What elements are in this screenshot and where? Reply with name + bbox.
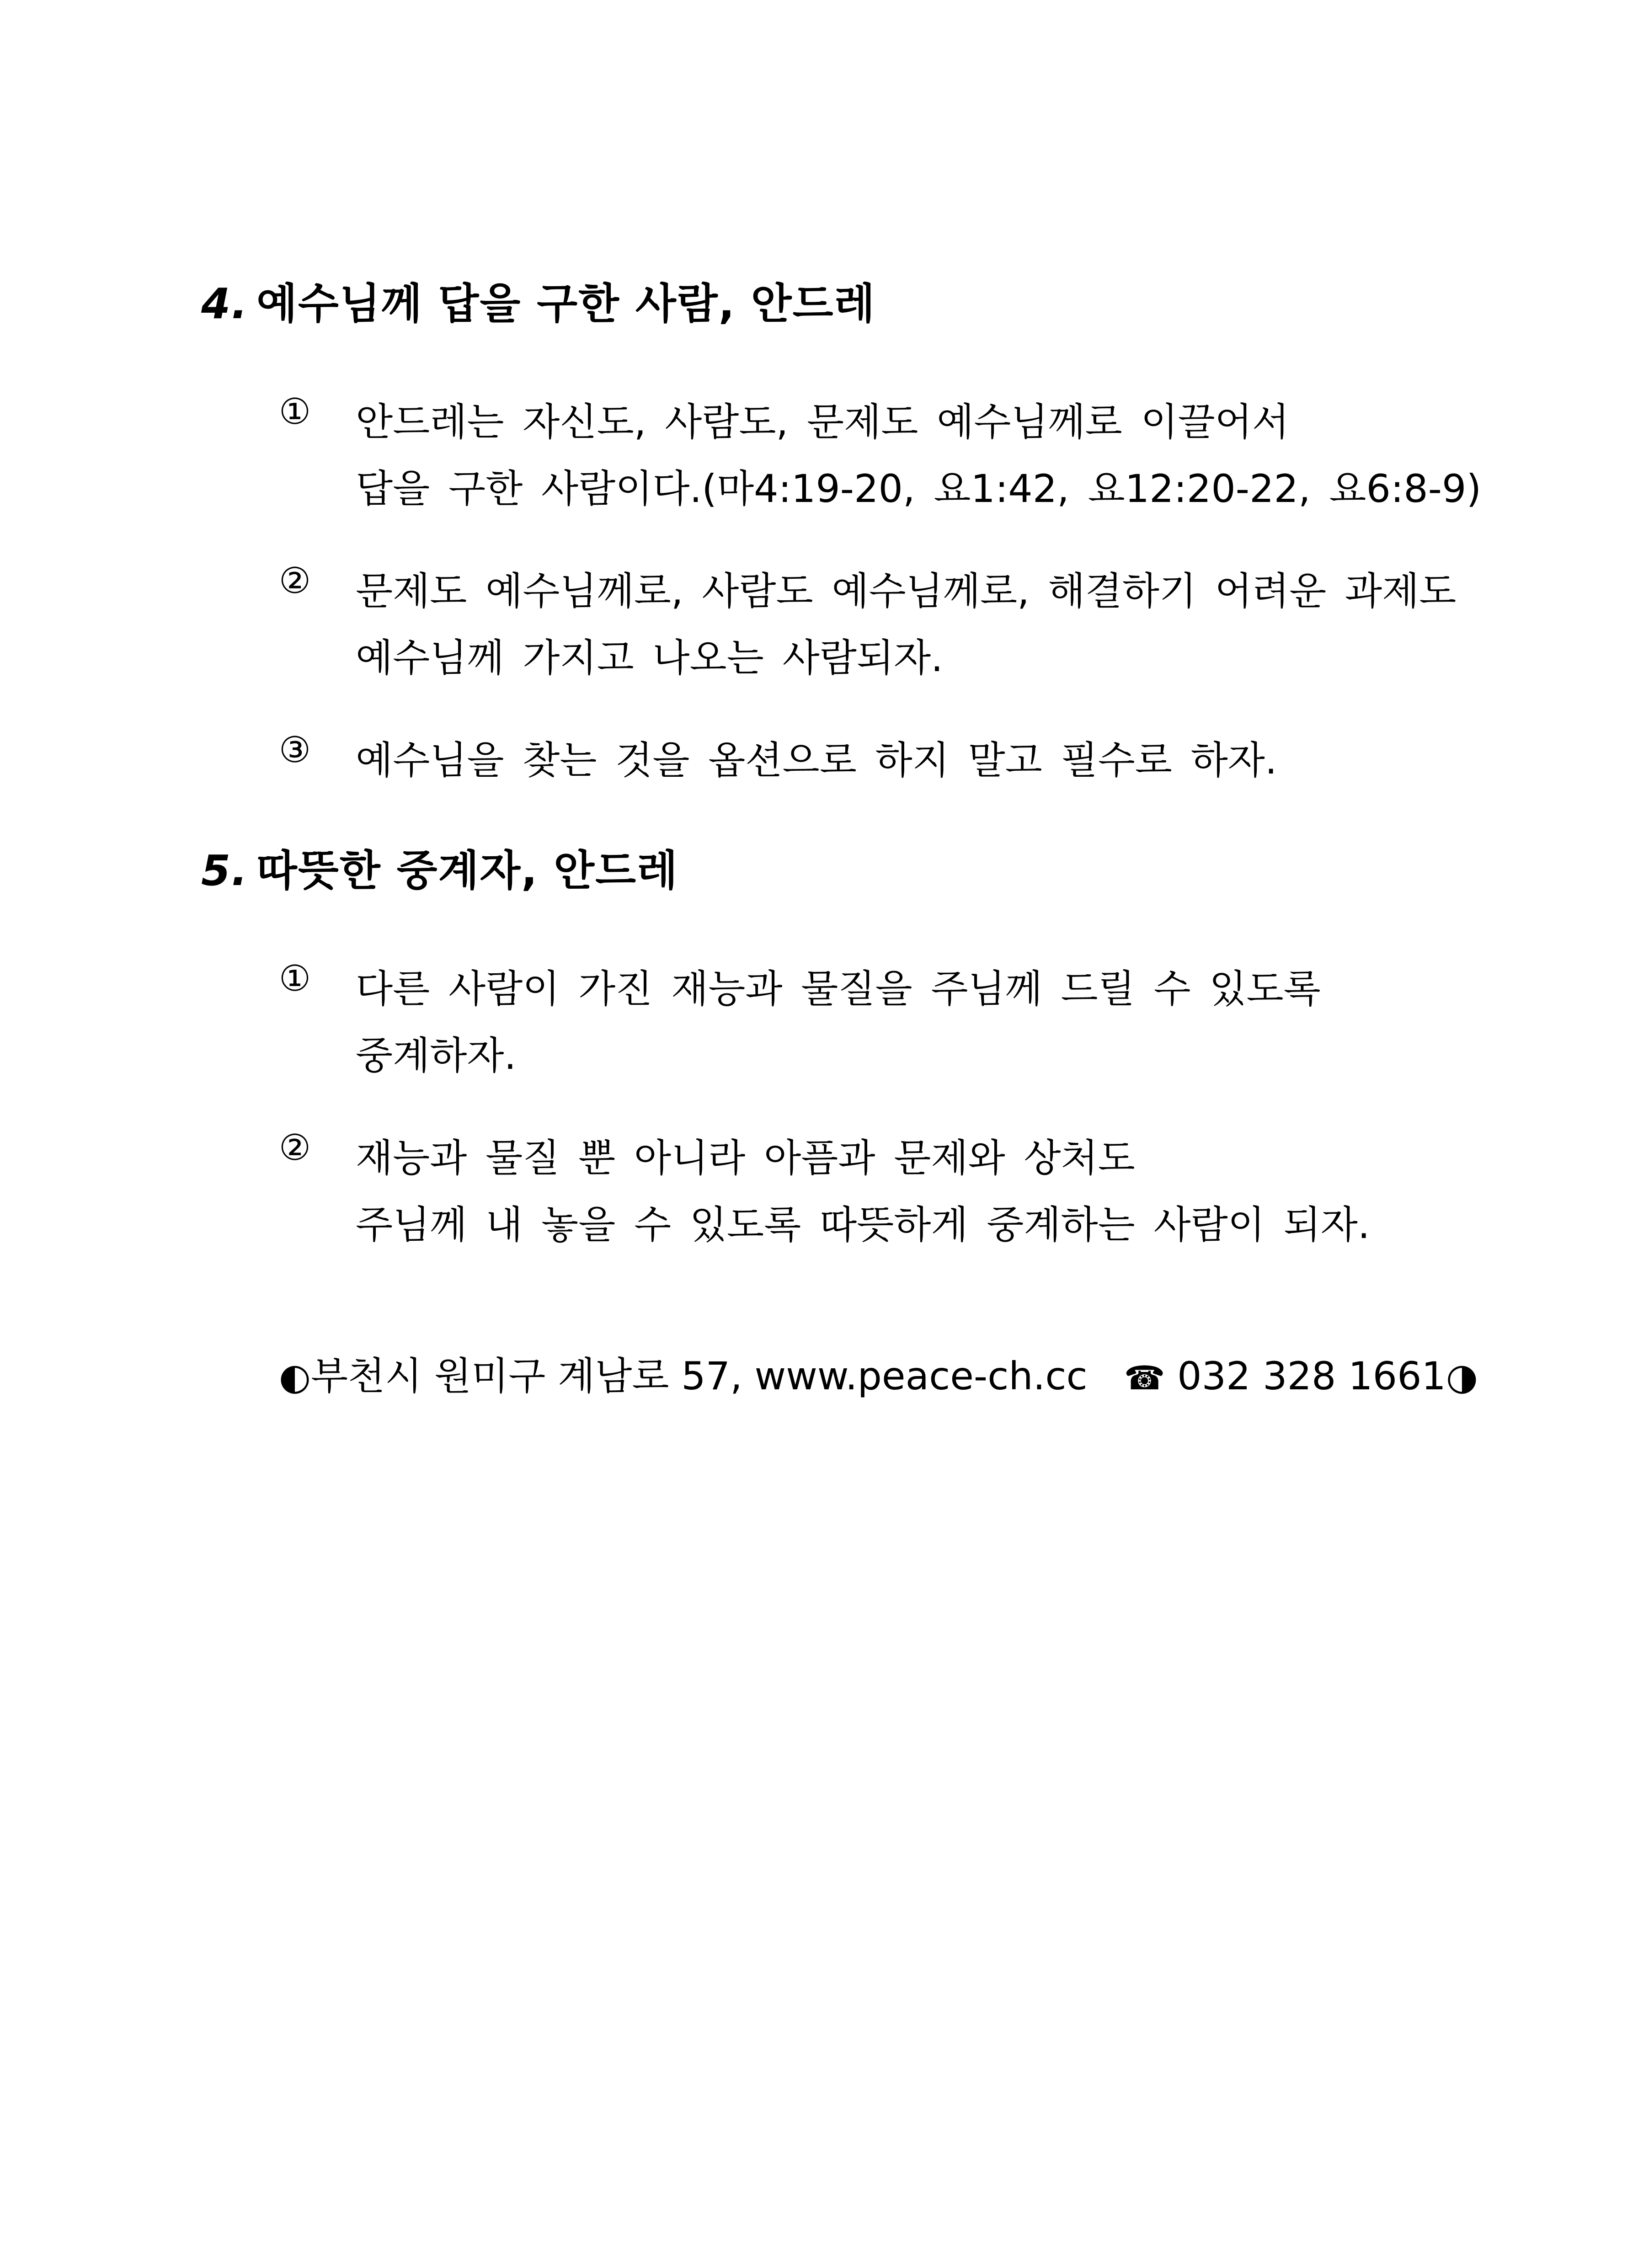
item-text (356, 727, 1277, 794)
item-text (356, 389, 1481, 522)
item-marker: ① (279, 391, 311, 432)
item-line: 답을 구한 사람이다.(마4:19-20, 요1:42, 요12:20-22, 요6:8-9) (356, 466, 1482, 511)
item-line: 예수님을 찾는 것을 옵션으로 하지 말고 필수로 하자. (356, 738, 1277, 783)
item-marker: ① (279, 958, 311, 999)
item-line: 중계하자. (356, 1033, 517, 1078)
item-marker: ② (279, 1127, 311, 1169)
section-number: 4. (201, 279, 248, 328)
section-heading: 따뜻한 중계자, 안드레 (256, 846, 678, 895)
footer-address: 부천시 원미구 계남로 57, www.peace-ch.cc (310, 1354, 1088, 1398)
item-text (356, 1125, 1370, 1258)
item-line: 주님께 내 놓을 수 있도록 따뜻하게 중계하는 사람이 되자. (356, 1202, 1370, 1247)
half-circle-left-icon: ◐ (279, 1355, 311, 1398)
item-marker: ③ (279, 730, 311, 771)
item-text (356, 955, 1321, 1089)
item-line: 안드레는 자신도, 사람도, 문제도 예수님께로 이끌어서 (356, 400, 1290, 444)
footer-phone: 032 328 1661 (1177, 1354, 1446, 1398)
section-heading: 예수님께 답을 구한 사람, 안드레 (256, 279, 876, 328)
item-line: 문제도 예수님께로, 사람도 예수님께로, 해결하기 어려운 과제도 (356, 569, 1457, 614)
item-marker: ② (279, 560, 311, 602)
item-line: 예수님께 가지고 나오는 사람되자. (356, 635, 943, 680)
section-title-5 (201, 846, 678, 896)
item-line: 재능과 물질 뿐 아니라 아픔과 문제와 상처도 (356, 1136, 1135, 1180)
section-number: 5. (201, 846, 248, 895)
phone-icon: ☎ (1124, 1359, 1165, 1397)
half-circle-right-icon: ◑ (1446, 1355, 1478, 1398)
section-title-4 (201, 279, 875, 329)
church-contact-footer (279, 1353, 1478, 1399)
item-text (356, 558, 1456, 691)
item-line: 다른 사람이 가진 재능과 물질을 주님께 드릴 수 있도록 (356, 966, 1321, 1011)
